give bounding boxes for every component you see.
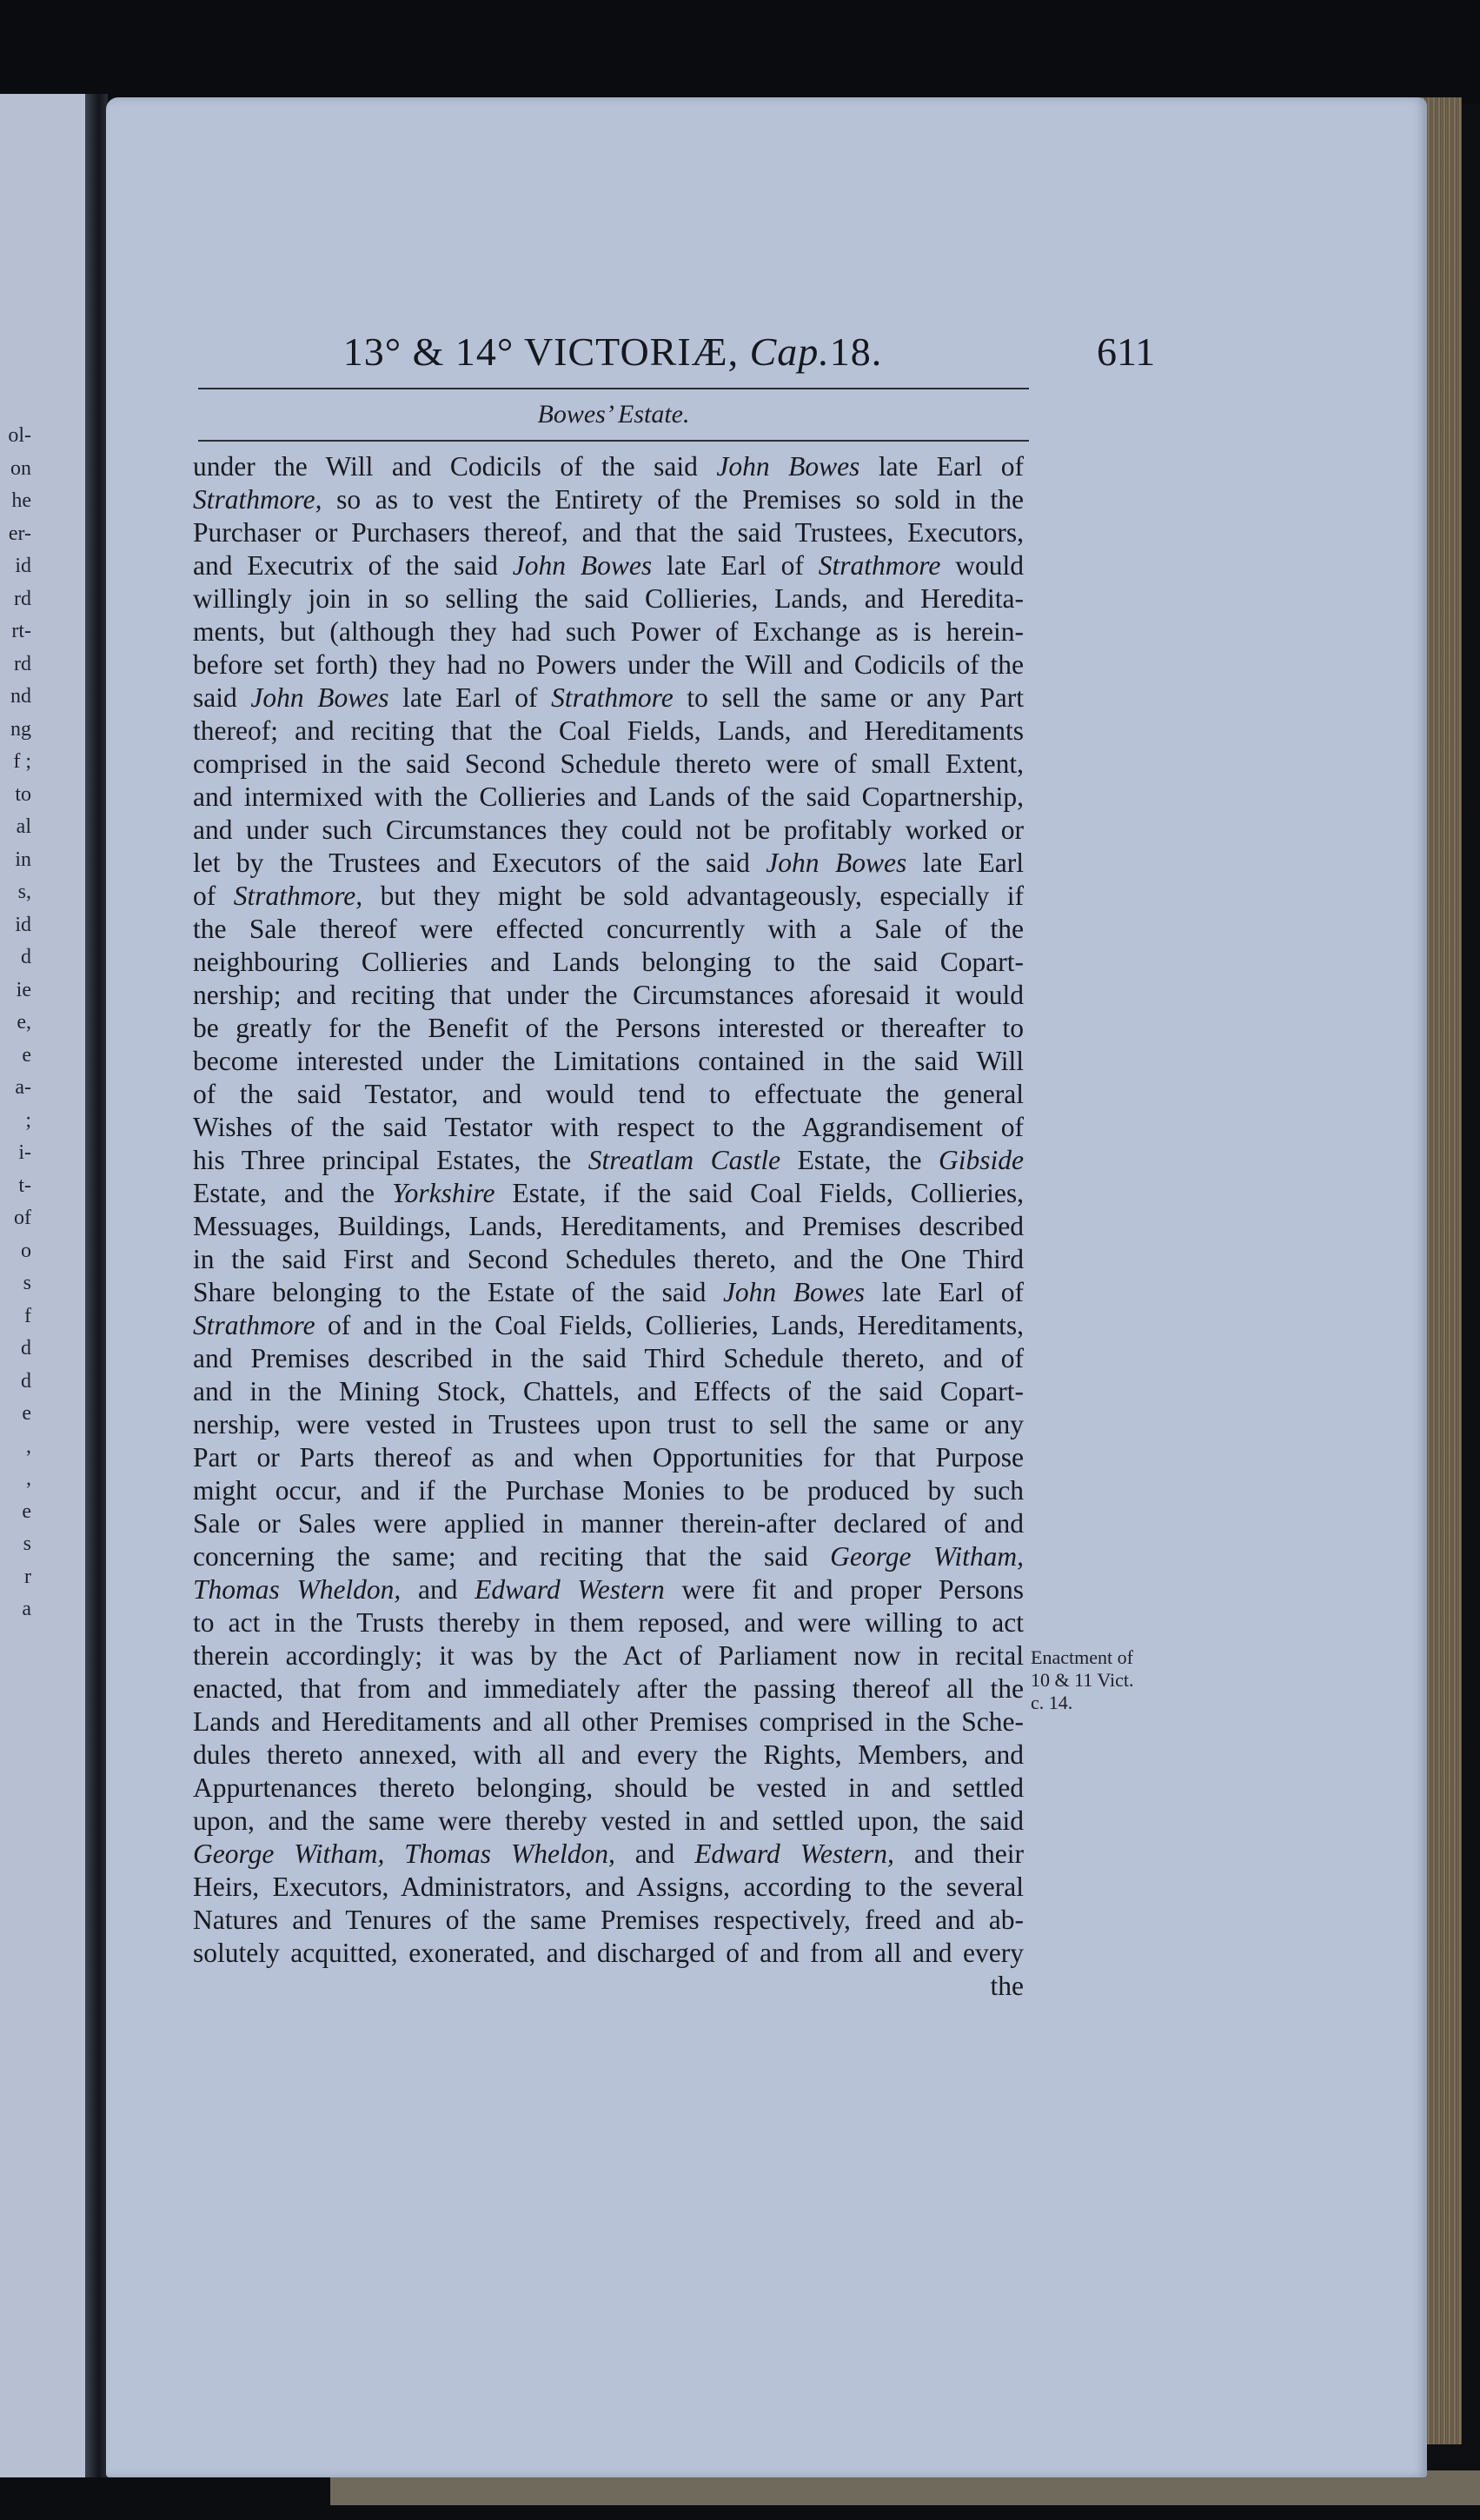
running-head (196, 329, 1030, 377)
running-title-main: 13° & 14° VICTORIÆ, (342, 329, 740, 374)
left-page-fragment: to (15, 782, 31, 806)
left-page-fragment: , (26, 1434, 31, 1458)
body-line: neighbouring Collieries and Lands belonging to the said Copart- (193, 947, 1024, 977)
section-title: Bowes’ Estate. (537, 400, 690, 429)
body-line: willingly join in so selling the said Collieries, Lands, and Heredita- (193, 583, 1024, 614)
body-line: Heirs, Executors, Administrators, and Assigns, according to the several (193, 1872, 1024, 1902)
left-page-edge (0, 94, 88, 2493)
body-line: Estate, and the Yorkshire Estate, if the said Coal Fields, Collieries, (193, 1178, 1024, 1208)
left-page-fragment: id (15, 913, 31, 936)
left-page-fragment: rd (14, 652, 31, 675)
left-page-fragment: nd (10, 685, 31, 708)
body-line: before set forth) they had no Powers under the Will and Codicils of the (193, 649, 1024, 680)
left-page-fragment: in (15, 848, 31, 871)
left-page-fragment: a (22, 1598, 31, 1620)
body-line: and under such Circumstances they could not be profitably worked or (193, 815, 1024, 845)
body-line: ments, but (although they had such Power of Exchange as is herein- (193, 616, 1024, 647)
left-page-fragment: ng (10, 717, 31, 741)
left-page-fragment: ie (16, 978, 31, 1001)
left-page-fragment: e (22, 1402, 31, 1425)
body-line: become interested under the Limitations contained in the said Will (193, 1046, 1024, 1076)
header-rule-bottom (198, 440, 1029, 442)
body-line: comprised in the said Second Schedule thereto were of small Extent, (193, 748, 1024, 779)
left-page-fragment: e, (17, 1011, 31, 1034)
body-line: to act in the Trusts thereby in them reposed, and were willing to act (193, 1607, 1024, 1638)
header-rule-top (198, 388, 1029, 389)
body-line: Purchaser or Purchasers thereof, and that the said Trustees, Executors, (193, 517, 1024, 548)
body-line: Wishes of the said Testator with respect to the Aggrandisement of (193, 1112, 1024, 1142)
marginal-note-line: c. 14. (1031, 1692, 1073, 1713)
left-page-fragment: d (21, 1337, 31, 1360)
left-page-fragment: a- (15, 1076, 31, 1099)
book-gutter (85, 94, 108, 2510)
body-line: Appurtenances thereto belonging, should be vested in and settled (193, 1772, 1024, 1803)
marginal-note-line: Enactment of (1031, 1646, 1133, 1668)
left-page-fragment: rt- (11, 620, 31, 642)
body-line: be greatly for the Benefit of the Persons interested or thereafter to (193, 1013, 1024, 1043)
body-line: George Witham, Thomas Wheldon, and Edward Western, and their (193, 1838, 1024, 1869)
body-line: Sale or Sales were applied in manner therein-after declared of and (193, 1508, 1024, 1539)
body-line: and Premises described in the said Third Schedule thereto, and of (193, 1343, 1024, 1373)
body-text (193, 450, 1024, 2003)
left-page-fragment: , (26, 1467, 31, 1490)
page-number: 611 (1097, 329, 1156, 374)
body-line: enacted, that from and immediately after the passing thereof all the (193, 1673, 1024, 1704)
body-line: Natures and Tenures of the same Premises respectively, freed and ab- (193, 1905, 1024, 1935)
body-line: under the Will and Codicils of the said John Bowes late Earl of (193, 451, 1025, 482)
body-line: of Strathmore, but they might be sold advantageously, especially if (193, 881, 1024, 911)
body-line: Strathmore of and in the Coal Fields, Collieries, Lands, Hereditaments, (193, 1310, 1024, 1340)
catchword: the (990, 1971, 1024, 2001)
left-page-fragment: t- (18, 1174, 31, 1197)
body-line: said John Bowes late Earl of Strathmore to sell the same or any Part (193, 682, 1024, 713)
body-line: and in the Mining Stock, Chattels, and Effects of the said Copart- (193, 1376, 1024, 1406)
body-line: solutely acquitted, exonerated, and discharged of and from all and every (193, 1938, 1024, 1968)
running-title-cap: Cap. (749, 329, 830, 374)
left-page-fragment: d (21, 946, 31, 968)
body-line: Share belonging to the Estate of the said John Bowes late Earl of (193, 1277, 1024, 1307)
body-line: concerning the same; and reciting that the said George Witham, (193, 1541, 1024, 1572)
left-page-fragment: s, (17, 881, 31, 903)
left-page-fragment: ol- (8, 424, 31, 447)
body-line: Messuages, Buildings, Lands, Hereditaments, and Premises described (193, 1211, 1024, 1241)
running-title (196, 329, 1030, 375)
left-page-fragment: o (21, 1239, 31, 1262)
marginal-note (1031, 1646, 1161, 1714)
marginal-note-line: 10 & 11 Vict. (1031, 1669, 1134, 1691)
left-page-fragment: he (11, 489, 31, 512)
left-page-fragment: er- (8, 522, 31, 545)
body-line: might occur, and if the Purchase Monies to be produced by such (193, 1475, 1024, 1506)
left-page-fragment: ; (25, 1108, 31, 1132)
body-line: his Three principal Estates, the Streatlam Castle Estate, the Gibside (193, 1145, 1025, 1175)
body-line: of the said Testator, and would tend to effectuate the general (193, 1079, 1024, 1109)
left-page-fragment: e (22, 1499, 31, 1523)
body-line: in the said First and Second Schedules thereto, and the One Third (193, 1244, 1024, 1274)
body-line: Strathmore, so as to vest the Entirety of the Premises so sold in the (193, 484, 1024, 515)
body-line: Part or Parts thereof as and when Opportunities for that Purpose (193, 1442, 1024, 1473)
left-page-fragment: e (22, 1043, 31, 1067)
left-page-fragment: d (21, 1369, 31, 1393)
body-line: the Sale thereof were effected concurrently with a Sale of the (193, 914, 1024, 944)
body-line: Thomas Wheldon, and Edward Western were fit and proper Persons (193, 1574, 1025, 1605)
body-line: nership; and reciting that under the Circumstances aforesaid it would (193, 980, 1024, 1010)
left-page-fragment: r (24, 1565, 31, 1588)
body-line: let by the Trustees and Executors of the said John Bowes late Earl (193, 848, 1024, 878)
scan-background-top (0, 0, 1480, 104)
left-page-fragment: on (10, 456, 31, 480)
left-page-fragment: s (23, 1533, 31, 1555)
left-page-fragment: id (15, 555, 31, 577)
left-page-fragment: s (23, 1272, 31, 1294)
left-page-fragment: rd (14, 587, 31, 610)
left-page-fragment: f ; (13, 750, 31, 773)
left-page-fragment: al (16, 815, 31, 838)
body-line: therein accordingly; it was by the Act of Parliament now in recital (193, 1640, 1024, 1671)
left-page-fragment: i- (18, 1141, 31, 1164)
body-line: nership, were vested in Trustees upon trust to sell the same or any (193, 1409, 1024, 1440)
body-line: Lands and Hereditaments and all other Premises comprised in the Sche- (193, 1706, 1024, 1737)
running-title-chapter: 18. (829, 329, 883, 374)
left-page-fragment: of (14, 1207, 31, 1229)
body-line: dules thereto annexed, with all and every the Rights, Members, and (193, 1739, 1024, 1770)
body-line: and Executrix of the said John Bowes late Earl of Strathmore would (193, 550, 1025, 581)
body-line: upon, and the same were thereby vested in and settled upon, the said (193, 1805, 1024, 1836)
body-line: and intermixed with the Collieries and Lands of the said Copartnership, (193, 781, 1024, 812)
left-page-fragment: f (24, 1304, 31, 1327)
body-line: thereof; and reciting that the Coal Fields, Lands, and Hereditaments (193, 715, 1024, 746)
